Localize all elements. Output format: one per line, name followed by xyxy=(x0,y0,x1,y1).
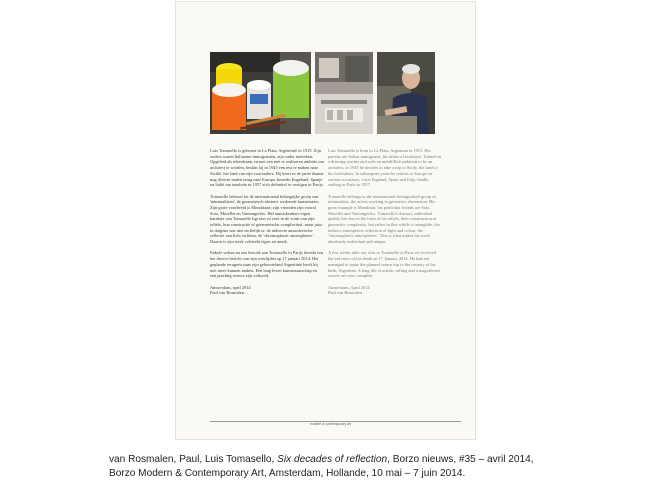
footer-label: modern & contemporary art xyxy=(310,422,352,426)
paint-pots-photo xyxy=(210,52,311,134)
citation-publication: , Borzo nieuws, #35 – avril 2014, xyxy=(387,454,534,465)
artist-portrait-image xyxy=(377,52,435,134)
article-column-dutch xyxy=(210,148,324,296)
paint-pots-image xyxy=(210,52,311,134)
citation-authors: van Rosmalen, Paul, Luis Tomasello, xyxy=(109,454,278,465)
citation-caption xyxy=(109,453,629,481)
citation-line-1 xyxy=(109,453,629,467)
studio-interior-image xyxy=(315,52,373,134)
citation-line-2: Borzo Modern & Contemporary Art, Amsterdam, Hollande, 10 mai – 7 juin 2014. xyxy=(109,468,466,479)
article-column-english xyxy=(328,148,442,296)
article-paragraph: Tomasello behoort tot de internationaal belangrijke groep van 'minimalisten', de geometrisch-abstract werkende kunstenaars. Zijn grote voorbeeld is Mondriaan; zijn vrienden zijn vooral Soto, Morellet en Vantongerloo. Het onmiskenbare eigen karakter van Tomasello ligt niet zo zeer in de vorm van zijn reliëfs, hun constructie of geometrische complexiteit, maar juist in datgene wat niet stoffelijk is: de indirecte atmosferische reflectie van licht en kleur, de 'chromoplastic atmospheres'. Daarin is zijn werk volstrekt eigen en uniek. xyxy=(210,193,323,245)
article-signature: Amsterdam, April 2014 Paul van Rosmalen xyxy=(328,284,370,296)
article-paragraph: Luis Tomasello is born in La Plata, Argentina in 1915. His parents are Italian immigrants, his father a bricklayer. Trained as a drawing teacher and with an unfulfilled ambition to be an architect, in 1945 he decides to take a trip to Sicily, the land of his forefathers. In subsequent years he returns to Europe on various occasions, visits England, Spain and Italy, finally settling in Paris in 1957. xyxy=(328,148,442,188)
article-paragraph: Tomasello belongs to the international distinguished group of minimalists, the artists working in geometric abstraction. His great example is Mondrian; his particular friends are Soto, Morellet and Vantongerloo. Tomasello's distinct, individual quality lies less in the form of his reliefs, their construction or geometric complexity, but rather in that which is intangible: the indirect atmospheric reflection of light and colour, the 'chromoplastic atmospheres'. This is what makes his work absolutely individual and unique. xyxy=(328,193,440,245)
article-paragraph: Luis Tomasello is geboren in La Plata, Argentinië in 1915. Zijn ouders waren Italiaanse immigranten, zijn vader metselaar. Opgeleid als tekenleraar en met een niet te realiseren ambitie om architect te worden, besluit hij in 1945 een reis te maken naar Sicilië, het land van zijn voorouders. Hij keert in de jaren daarna nog diverse malen terug naar Europa, bezoekt Engeland, Spanje en Italië om tenslotte in 1957 zich definitief te vestigen in Parijs. xyxy=(210,148,324,188)
article-paragraph: Enkele weken na ons bezoek aan Tomasello in Parijs bereikt ons het droeve bericht van zijn overlijden op 17 januari 2014. Het geplande terugreis naar zijn geboorteland Argentinië heeft hij niet meer kunnen maken. Een lang leven kunstenaarschap en een prachtig oeuvre zijn voltooid. xyxy=(210,250,324,279)
citation-title: Six decades of reflection xyxy=(277,454,388,465)
article-signature: Amsterdam, april 2014 Paul van Rosmalen xyxy=(210,284,251,296)
scanned-page xyxy=(176,2,475,439)
article-paragraph: A few weeks after our visit to Tomasello in Paris we received the sad news of his death on 17 January 2014. He had not managed to make the planned return trip to the country of his birth, Argentina. A long life of artistic calling and a magnificent oeuvre are now complete. xyxy=(328,250,440,279)
studio-interior-photo xyxy=(315,52,373,134)
artist-portrait-photo xyxy=(377,52,435,134)
